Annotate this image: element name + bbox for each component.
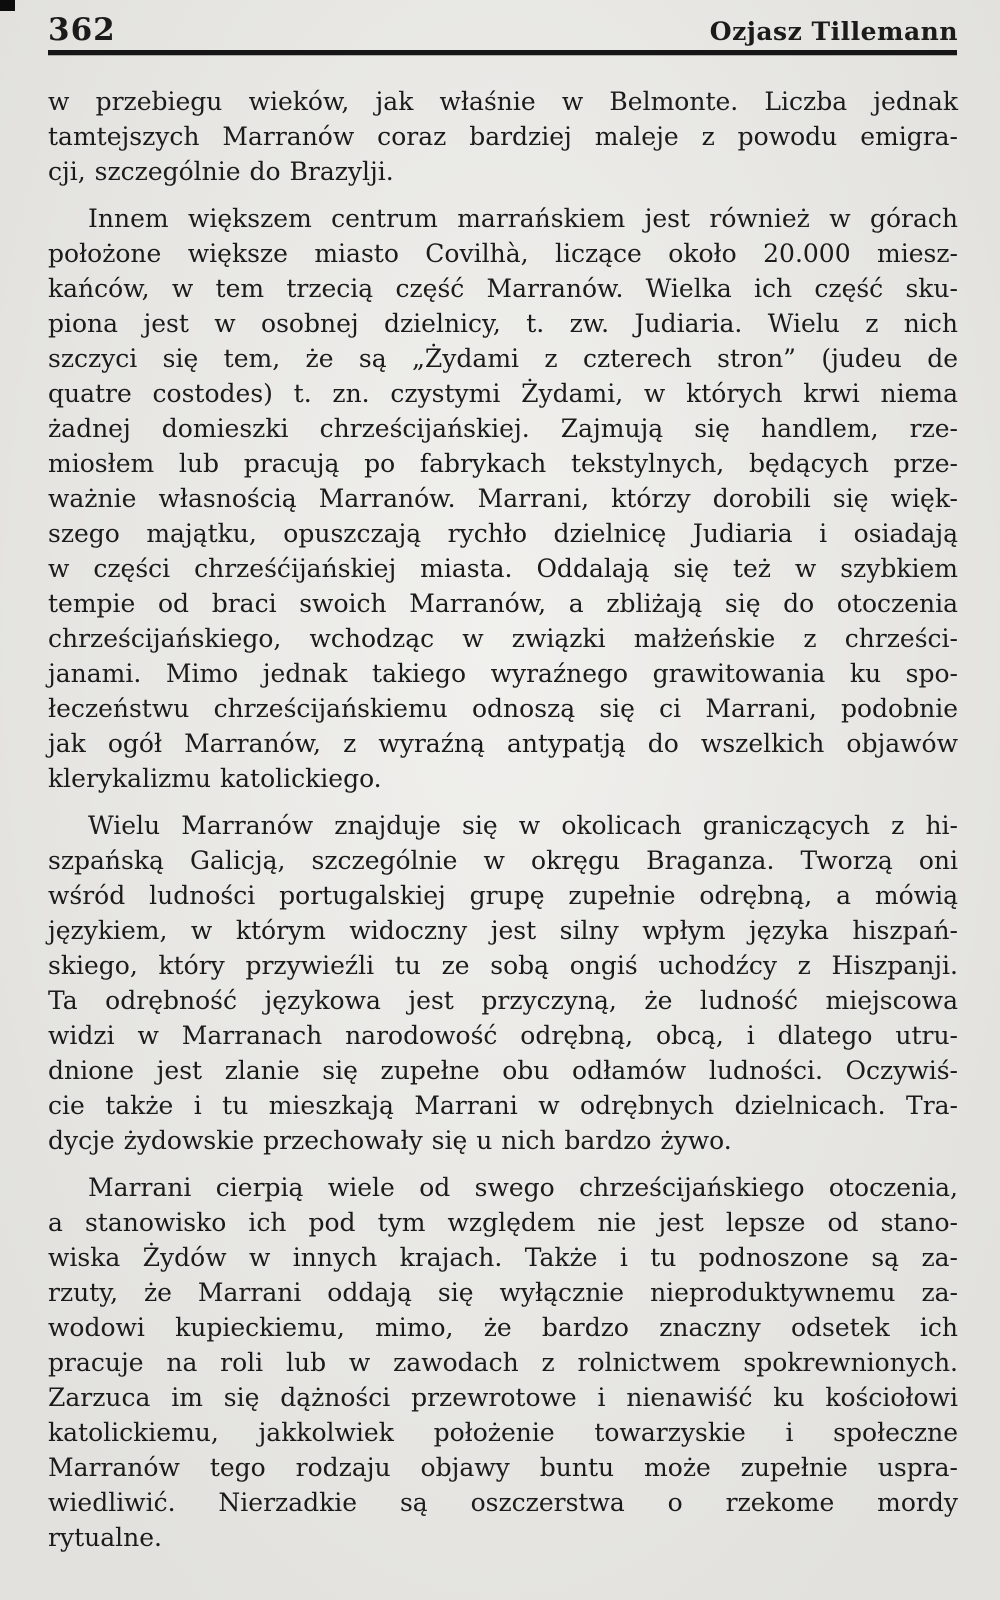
header-rule xyxy=(48,50,957,55)
text-line: położone większe miasto Covilhà, liczące około 20.000 miesz- xyxy=(48,239,958,268)
text-line: rzuty, że Marrani oddają się wyłącznie nieproduktywnemu za- xyxy=(48,1278,958,1307)
text-line: Innem większem centrum marrańskiem jest również w górach xyxy=(88,204,958,233)
text-line: w części chrześćijańskiej miasta. Oddalają się też w szybkiem xyxy=(48,554,958,583)
text-line: Marrani cierpią wiele od swego chrześcijańskiego otoczenia, xyxy=(88,1173,958,1202)
text-line: szego majątku, opuszczają rychło dzielnicę Judiaria i osiadają xyxy=(48,519,958,548)
page-header xyxy=(48,12,958,48)
text-line: kańców, w tem trzecią część Marranów. Wielka ich część sku- xyxy=(48,274,958,303)
text-line: skiego, który przywieźli tu ze sobą ongiś uchodźcy z Hiszpanji. xyxy=(48,951,958,980)
text-line: rytualne. xyxy=(48,1523,162,1552)
text-body xyxy=(48,84,958,1555)
text-line: quatre costodes) t. zn. czystymi Żydami, w których krwi niema xyxy=(48,379,958,408)
text-line: szpańską Galicją, szczególnie w okręgu Braganza. Tworzą oni xyxy=(48,846,958,875)
text-line: w przebiegu wieków, jak właśnie w Belmonte. Liczba jednak xyxy=(48,87,958,116)
text-line: szczyci się tem, że są „Żydami z czterech stron” (judeu de xyxy=(48,344,958,373)
text-line: językiem, w którym widoczny jest silny wpłym języka hiszpań- xyxy=(48,916,958,945)
text-line: a stanowisko ich pod tym względem nie jest lepsze od stano- xyxy=(48,1208,958,1237)
text-line: Ta odrębność językowa jest przyczyną, że ludność miejscowa xyxy=(48,986,958,1015)
text-line: Wielu Marranów znajduje się w okolicach graniczących z hi- xyxy=(88,811,958,840)
text-line: Zarzuca im się dążności przewrotowe i nienawiść ku kościołowi xyxy=(48,1383,958,1412)
paragraph xyxy=(48,84,958,189)
text-line: dnione jest zlanie się zupełne obu odłamów ludności. Oczywiś- xyxy=(48,1056,958,1085)
paragraph xyxy=(48,808,958,1158)
text-line: wśród ludności portugalskiej grupę zupełnie odrębną, a mówią xyxy=(48,881,958,910)
text-line: wiedliwić. Nierzadkie są oszczerstwa o rzekome mordy xyxy=(48,1488,958,1517)
text-line: łeczeństwu chrześcijańskiemu odnoszą się ci Marrani, podobnie xyxy=(48,694,958,723)
paragraph xyxy=(48,1170,958,1555)
scan-edge-artifact xyxy=(0,0,15,11)
text-line: tamtejszych Marranów coraz bardziej maleje z powodu emigra- xyxy=(48,122,958,151)
text-line: miosłem lub pracują po fabrykach tekstylnych, będących prze- xyxy=(48,449,958,478)
text-line: Marranów tego rodzaju objawy buntu może zupełnie uspra- xyxy=(48,1453,958,1482)
text-line: katolickiemu, jakkolwiek położenie towarzyskie i społeczne xyxy=(48,1418,958,1447)
text-line: tempie od braci swoich Marranów, a zbliżają się do otoczenia xyxy=(48,589,958,618)
running-head: Ozjasz Tillemann xyxy=(709,17,958,46)
text-line: klerykalizmu katolickiego. xyxy=(48,764,382,793)
text-line: chrześcijańskiego, wchodząc w związki małżeńskie z chrześci- xyxy=(48,624,958,653)
page-number: 362 xyxy=(48,12,116,48)
text-line: wiska Żydów w innych krajach. Także i tu podnoszone są za- xyxy=(48,1243,958,1272)
text-line: dycje żydowskie przechowały się u nich bardzo żywo. xyxy=(48,1126,732,1155)
text-line: cie także i tu mieszkają Marrani w odrębnych dzielnicach. Tra- xyxy=(48,1091,958,1120)
text-line: wodowi kupieckiemu, mimo, że bardzo znaczny odsetek ich xyxy=(48,1313,958,1342)
paragraph xyxy=(48,201,958,796)
text-line: ważnie własnością Marranów. Marrani, którzy dorobili się więk- xyxy=(48,484,958,513)
text-line: janami. Mimo jednak takiego wyraźnego grawitowania ku spo- xyxy=(48,659,958,688)
text-line: jak ogół Marranów, z wyraźną antypatją do wszelkich objawów xyxy=(48,729,958,758)
text-line: piona jest w osobnej dzielnicy, t. zw. Judiaria. Wielu z nich xyxy=(48,309,958,338)
text-line: cji, szczególnie do Brazylji. xyxy=(48,157,394,186)
text-line: pracuje na roli lub w zawodach z rolnictwem spokrewnionych. xyxy=(48,1348,958,1377)
text-line: widzi w Marranach narodowość odrębną, obcą, i dlatego utru- xyxy=(48,1021,958,1050)
text-line: żadnej domieszki chrześcijańskiej. Zajmują się handlem, rze- xyxy=(48,414,958,443)
